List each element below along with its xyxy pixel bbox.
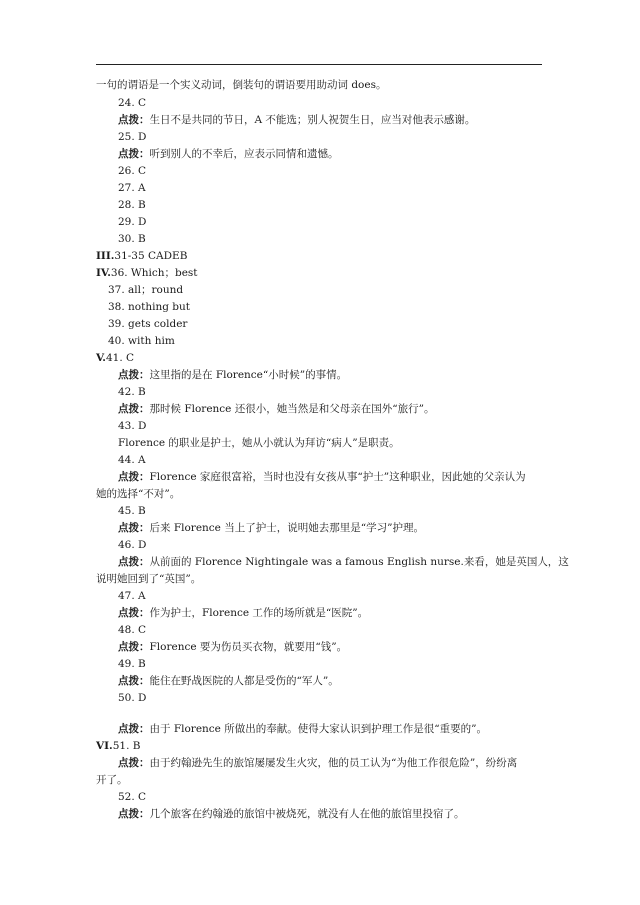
tip-text: 那时候 Florence 还很小，她当然是和父母亲在国外“旅行”。 xyxy=(149,403,435,415)
answer-item: 49. B xyxy=(118,658,146,670)
answer-item: 30. B xyxy=(118,233,146,245)
section-label: V. xyxy=(96,352,106,364)
tip-label: 点拨： xyxy=(118,723,150,735)
section-line xyxy=(96,739,140,753)
answer-item: 27. A xyxy=(118,182,146,194)
section-line xyxy=(96,266,198,280)
answer-item: 36. Which；best xyxy=(110,267,198,279)
tip-text: 生日不是共同的节日，A 不能选；别人祝贺生日，应当对他表示感谢。 xyxy=(149,114,476,126)
tip-line xyxy=(118,722,487,736)
tip-label: 点拨： xyxy=(118,114,150,126)
answer-item: 37. all；round xyxy=(108,284,184,296)
tip-line xyxy=(118,113,475,127)
tip-label: 点拨： xyxy=(118,808,150,820)
answer-item: 46. D xyxy=(118,539,147,551)
answer-item: 51. B xyxy=(112,740,141,752)
tip-line xyxy=(118,555,569,569)
tip-text: 从前面的 Florence Nightingale was a famous English nurse.来看，她是英国人，这 xyxy=(149,556,569,568)
tip-line xyxy=(118,521,424,535)
tip-line xyxy=(118,674,339,688)
tip-text: 这里指的是在 Florence“小时候”的事情。 xyxy=(149,369,348,381)
answer-item: 50. D xyxy=(118,692,147,704)
tip-line xyxy=(118,402,434,416)
tip-continuation: 说明她回到了“英国”。 xyxy=(96,573,202,585)
section-label: III. xyxy=(96,250,115,262)
answer-item: 25. D xyxy=(118,131,147,143)
tip-label: 点拨： xyxy=(118,757,150,769)
text-line: 一句的谓语是一个实义动词，倒装句的谓语要用助动词 does。 xyxy=(96,79,387,91)
answer-item: 43. D xyxy=(118,420,147,432)
tip-text: 由于约翰逊先生的旅馆屡屡发生火灾，他的员工认为“为他工作很危险”，纷纷离 xyxy=(149,757,518,769)
tip-text: 能住在野战医院的人都是受伤的“军人”。 xyxy=(149,675,339,687)
section-answers: 31-35 CADEB xyxy=(114,250,188,262)
answer-item: 28. B xyxy=(118,199,146,211)
answer-item: 38. nothing but xyxy=(108,301,190,313)
tip-label: 点拨： xyxy=(118,675,150,687)
tip-label: 点拨： xyxy=(118,607,150,619)
tip-label: 点拨： xyxy=(118,641,150,653)
answer-item: 52. C xyxy=(118,791,147,803)
tip-line xyxy=(118,640,347,654)
answer-item: 41. C xyxy=(105,352,135,364)
header-rule xyxy=(96,64,542,65)
answer-item: 48. C xyxy=(118,624,147,636)
tip-line xyxy=(118,147,339,161)
section-label: IV. xyxy=(96,267,111,279)
tip-text: 几个旅客在约翰逊的旅馆中被烧死，就没有人在他的旅馆里投宿了。 xyxy=(149,808,465,820)
answer-item: 44. A xyxy=(118,454,146,466)
answer-item: 26. C xyxy=(118,165,147,177)
tip-label: 点拨： xyxy=(118,556,150,568)
tip-line xyxy=(118,436,400,450)
tip-line xyxy=(118,368,347,382)
answer-item: 47. A xyxy=(118,590,146,602)
tip-continuation: 开了。 xyxy=(96,774,128,786)
section-line xyxy=(96,249,187,263)
tip-line xyxy=(118,807,465,821)
tip-text: 作为护士，Florence 工作的场所就是“医院”。 xyxy=(149,607,369,619)
tip-continuation: 她的选择“不对”。 xyxy=(96,488,181,500)
section-label: VI. xyxy=(96,740,113,752)
answer-item: 45. B xyxy=(118,505,146,517)
tip-label: 点拨： xyxy=(118,522,150,534)
answer-item: 42. B xyxy=(118,386,146,398)
section-line xyxy=(96,351,134,365)
tip-text: 听到别人的不幸后，应表示同情和遗憾。 xyxy=(149,148,339,160)
answer-item: 40. with him xyxy=(108,335,175,347)
tip-line xyxy=(118,606,368,620)
answer-item: 39. gets colder xyxy=(108,318,188,330)
tip-label: 点拨： xyxy=(118,471,150,483)
tip-text: Florence 家庭很富裕，当时也没有女孩从事“护士”这种职业，因此她的父亲认为 xyxy=(149,471,526,483)
answer-item: 29. D xyxy=(118,216,147,228)
tip-line xyxy=(118,756,517,770)
answer-item: 24. C xyxy=(118,97,147,109)
tip-label: 点拨： xyxy=(118,403,150,415)
tip-text: 由于 Florence 所做出的奉献。使得大家认识到护理工作是很“重要的”。 xyxy=(149,723,487,735)
tip-line xyxy=(118,470,526,484)
tip-label: 点拨： xyxy=(118,148,150,160)
tip-label: 点拨： xyxy=(118,369,150,381)
tip-text: Florence 的职业是护士，她从小就认为拜访“病人”是职责。 xyxy=(118,437,400,449)
tip-text: 后来 Florence 当上了护士，说明她去那里是“学习”护理。 xyxy=(149,522,424,534)
tip-text: Florence 要为伤员买衣物，就要用“钱”。 xyxy=(149,641,348,653)
